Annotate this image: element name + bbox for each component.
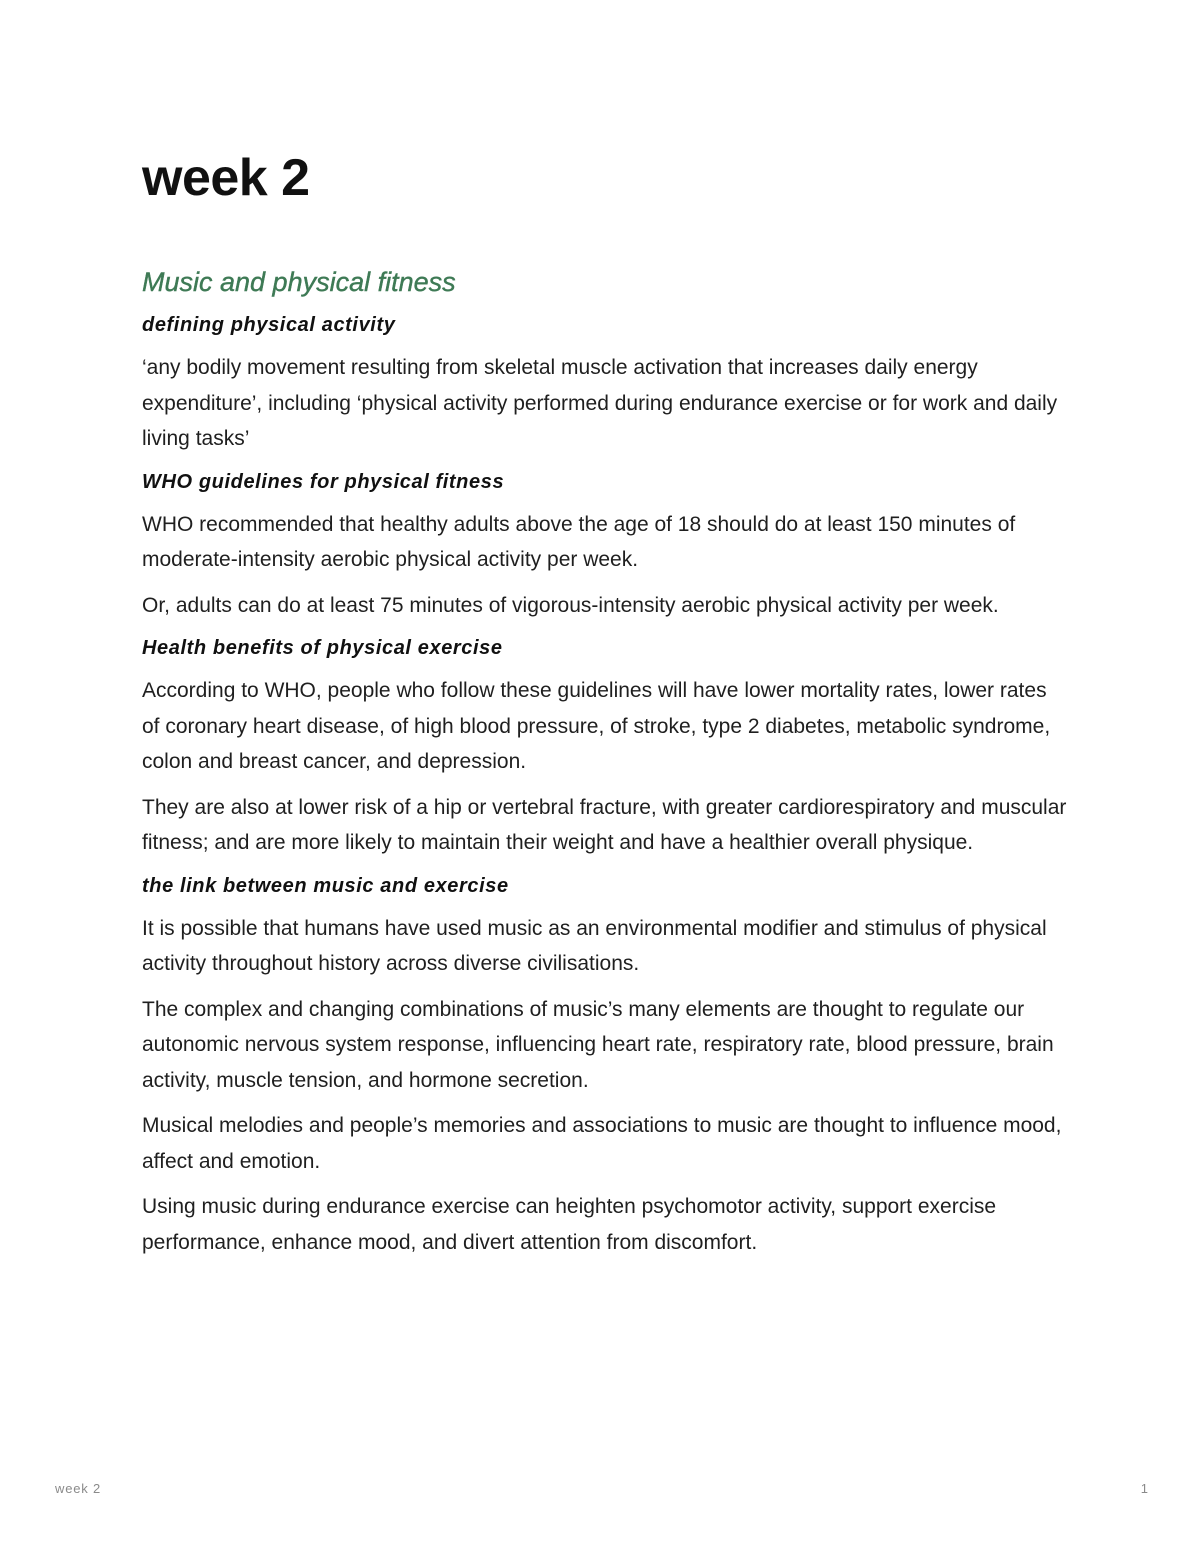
- page-number: 1: [1140, 1481, 1148, 1496]
- paragraph-music-history: It is possible that humans have used music as an environmental modifier and stimulus of physical activity throughout history across diverse civilisations.: [142, 916, 1047, 975]
- section-heading: Music and physical fitness: [142, 267, 456, 297]
- paragraph-music-mood: Musical melodies and people’s memories and associations to music are thought to influence mood, affect and emotion.: [142, 1114, 1062, 1173]
- paragraph-benefits-fracture: They are also at lower risk of a hip or vertebral fracture, with greater cardiorespiratory and muscular fitness; and are more likely to maintain their weight and have a healthier overall physique.: [142, 795, 1067, 854]
- sub-heading-music-exercise-link: the link between music and exercise: [142, 874, 509, 897]
- content-blocks: [142, 310, 1067, 1260]
- page-content: [142, 140, 1067, 1270]
- sub-heading-defining-physical-activity: defining physical activity: [142, 314, 396, 336]
- sub-heading-who-guidelines: WHO guidelines for physical fitness: [142, 470, 505, 493]
- footer-title: week 2: [55, 1481, 101, 1496]
- paragraph-benefits-mortality: According to WHO, people who follow these guidelines will have lower mortality rates, lower rates of coronary heart disease, of high blood pressure, of stroke, type 2 diabetes, metabolic syndrome, colon and breast cancer, and depression.: [142, 679, 1051, 773]
- page-title: week 2: [142, 149, 310, 207]
- paragraph-music-endurance: Using music during endurance exercise can heighten psychomotor activity, support exercise performance, enhance mood, and divert attention from discomfort.: [142, 1195, 997, 1254]
- paragraph-music-elements: The complex and changing combinations of music’s many elements are thought to regulate our autonomic nervous system response, influencing heart rate, respiratory rate, blood pressure, brain activity, muscle tension, and hormone secretion.: [142, 997, 1054, 1092]
- sub-heading-health-benefits: Health benefits of physical exercise: [142, 637, 503, 659]
- paragraph-definition: ‘any bodily movement resulting from skeletal muscle activation that increases daily energy expenditure’, including ‘physical activity performed during endurance exercise or for work and daily living tasks’: [142, 356, 1058, 450]
- paragraph-who-vigorous: Or, adults can do at least 75 minutes of vigorous-intensity aerobic physical activity per week.: [142, 593, 999, 617]
- paragraph-who-moderate: WHO recommended that healthy adults above the age of 18 should do at least 150 minutes of moderate-intensity aerobic physical activity per week.: [142, 512, 1016, 571]
